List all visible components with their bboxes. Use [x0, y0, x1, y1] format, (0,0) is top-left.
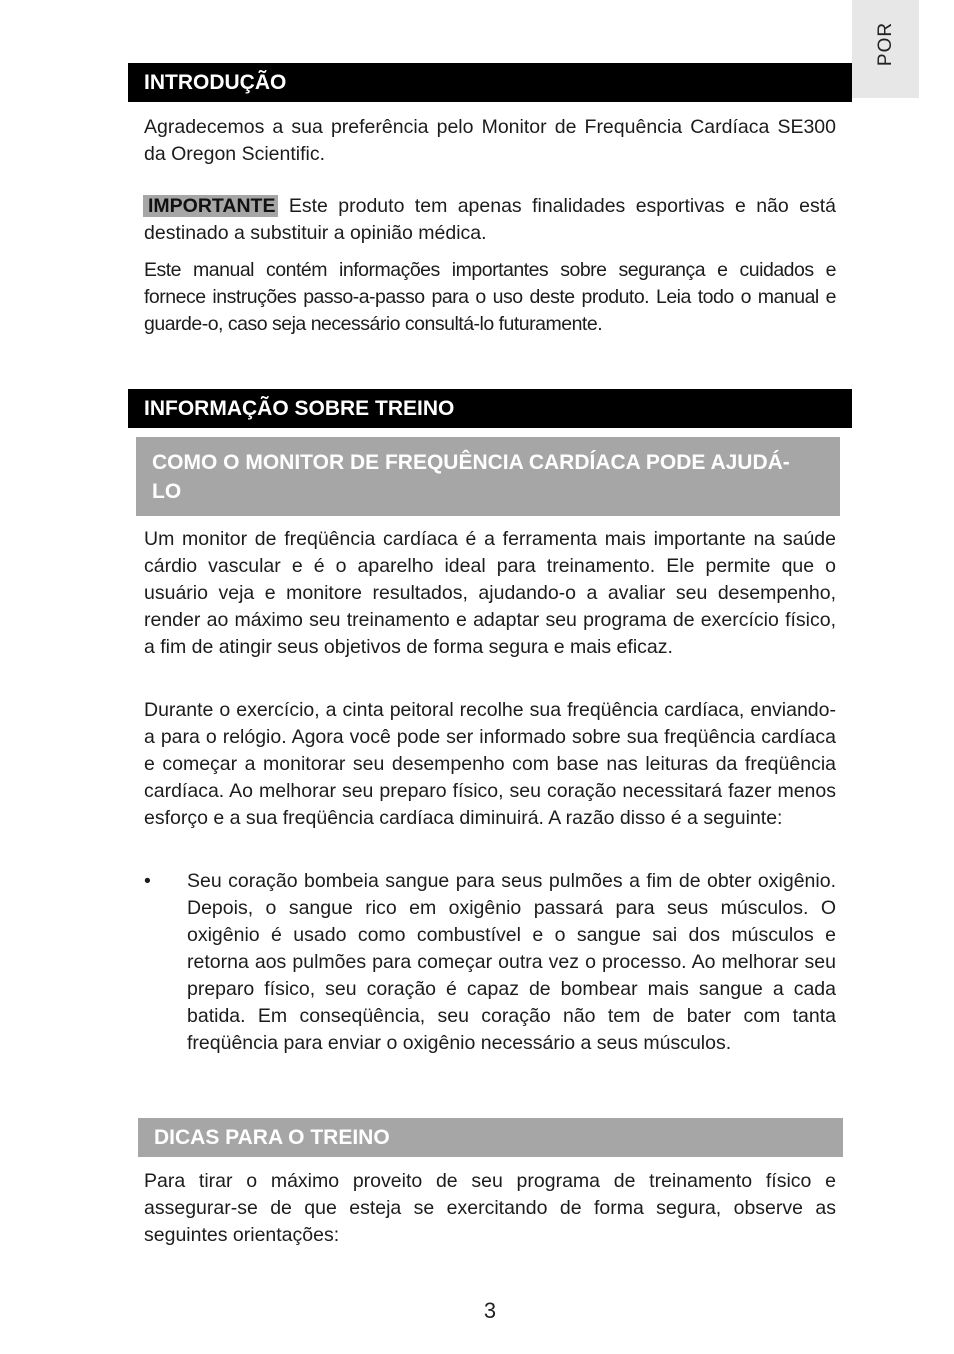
important-text: Este produto tem apenas finalidades esportivas e não está destinado a substituir a opinião médica. — [144, 195, 836, 244]
tips-heading-text: DICAS PARA O TREINO — [154, 1125, 390, 1149]
subsection-heading-tips — [138, 1118, 843, 1157]
training-paragraph-monitor: Um monitor de freqüência cardíaca é a ferramenta mais importante na saúde cárdio vascular e é o aparelho ideal para treinamento. Ele permite que o usuário veja e monitore resultados, ajudando-o a avaliar seu desempenho, render ao máximo seu treinamento e adaptar seu programa de exercício físico, a fim de atingir seus objetivos de forma segura e mais eficaz. — [144, 528, 836, 658]
language-tab — [852, 0, 919, 98]
intro-paragraph-manual: Este manual contém informações importantes sobre segurança e cuidados e fornece instruções passo-a-passo para o uso deste produto. Leia todo o manual e guarde-o, caso seja necessário consultá-lo futuramente. — [144, 259, 836, 335]
intro-paragraph-thanks: Agradecemos a sua preferência pelo Monitor de Frequência Cardíaca SE300 da Oregon Scientific. — [144, 116, 836, 165]
intro-heading-text: INTRODUÇÃO — [144, 70, 287, 94]
important-badge: IMPORTANTE — [143, 195, 278, 217]
language-label: POR — [874, 21, 896, 67]
bullet-symbol: • — [144, 870, 151, 892]
monitor-heading-text: COMO O MONITOR DE FREQUÊNCIA CARDÍACA PODE AJUDÁ-LO — [152, 450, 790, 503]
training-heading-text: INFORMAÇÃO SOBRE TREINO — [144, 396, 455, 420]
section-heading-training — [128, 389, 852, 428]
section-heading-intro — [128, 63, 852, 102]
subsection-heading-monitor — [136, 437, 840, 516]
training-paragraph-exercise: Durante o exercício, a cinta peitoral recolhe sua freqüência cardíaca, enviando-a para o relógio. Agora você pode ser informado sobre sua freqüência cardíaca e começar a monitorar seu desempenho com base nas leituras da freqüência cardíaca. Ao melhorar seu preparo físico, seu coração necessitará fazer menos esforço e a sua freqüência cardíaca diminuirá. A razão disso é a seguinte: — [144, 699, 836, 829]
page-number: 3 — [483, 1298, 497, 1323]
intro-paragraph-important — [144, 193, 836, 247]
bullet-item-heart: Seu coração bombeia sangue para seus pulmões a fim de obter oxigênio. Depois, o sangue rico em oxigênio passará para seus músculos. O oxigênio é usado como combustível e o sangue sai dos músculos e retorna aos pulmões para começar outra vez o processo. Ao melhorar seu preparo físico, seu coração é capaz de bombear mais sangue a cada batida. Em conseqüência, seu coração não tem de bater com tanta freqüência para enviar o oxigênio necessário a seus músculos. — [187, 870, 836, 1054]
tips-paragraph: Para tirar o máximo proveito de seu programa de treinamento físico e assegurar-se de que esteja se exercitando de forma segura, observe as seguintes orientações: — [144, 1170, 836, 1246]
